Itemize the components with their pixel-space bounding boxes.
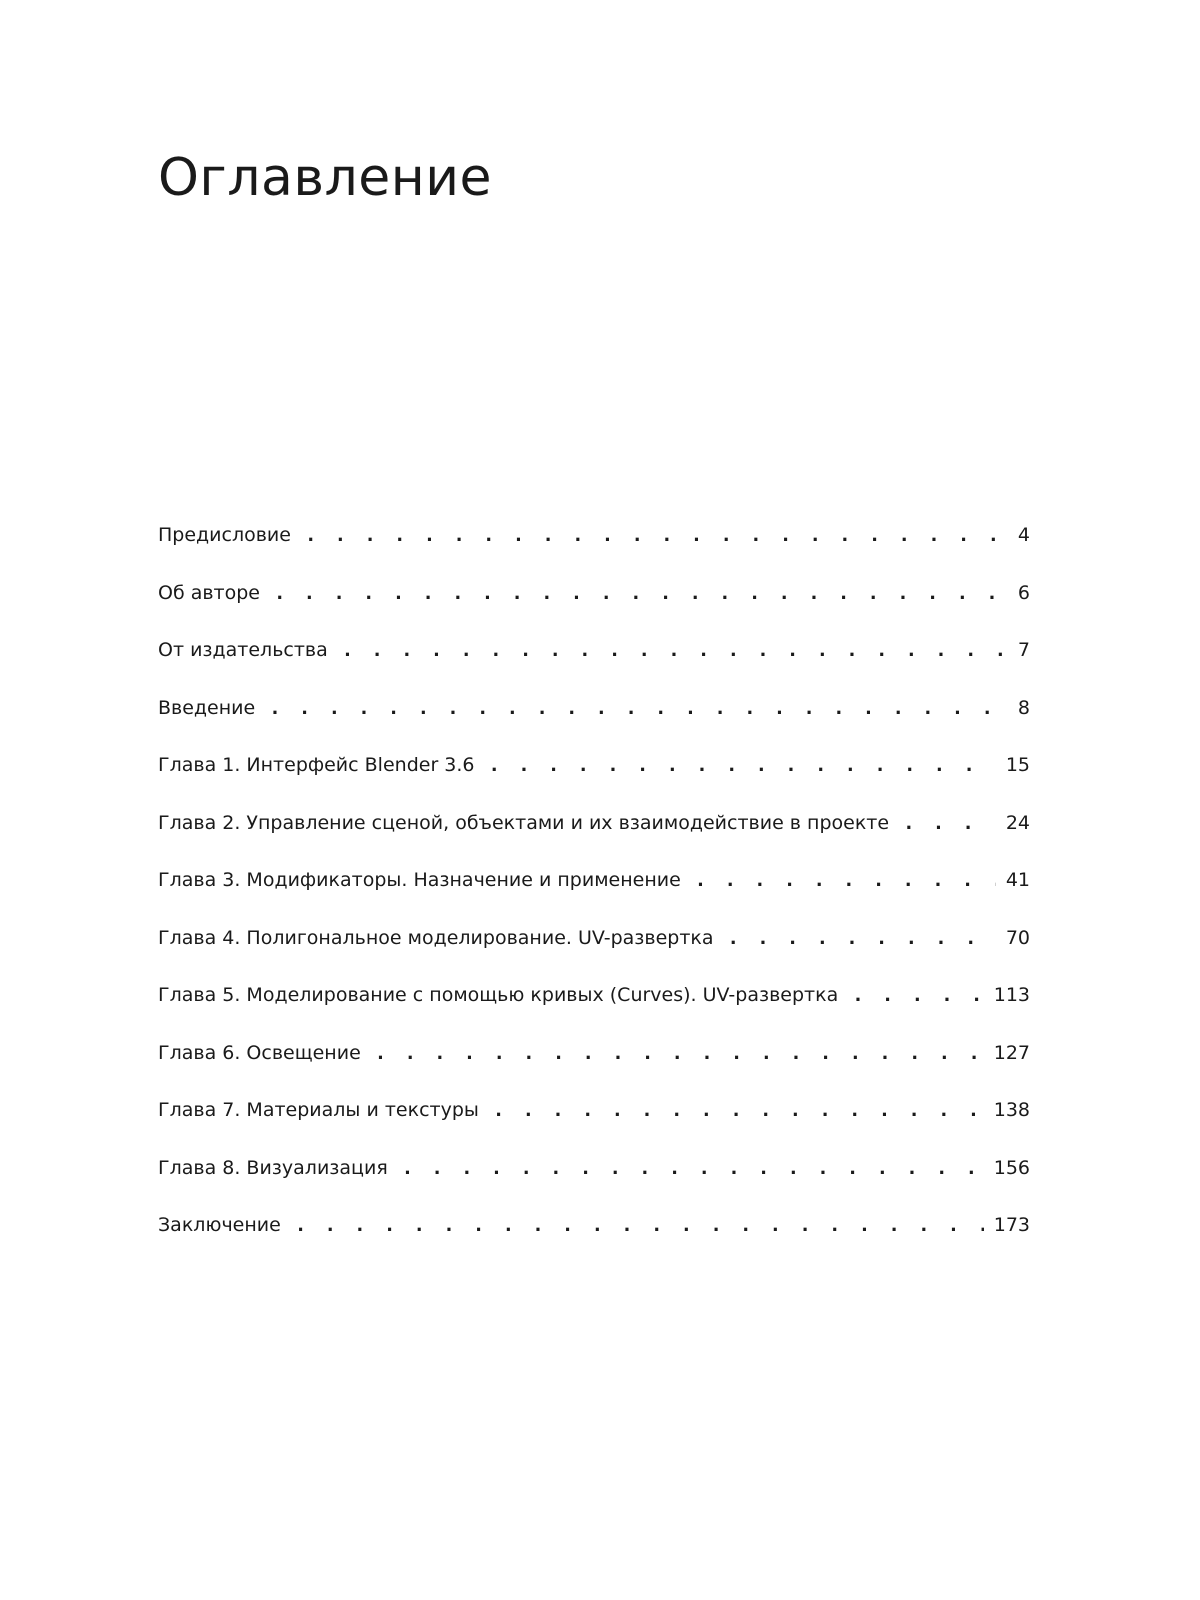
toc-entry-chapter-7[interactable] xyxy=(158,1098,1030,1156)
dot-leader xyxy=(852,983,984,1007)
toc-entry-page-number: 41 xyxy=(1005,869,1030,891)
toc-entry-chapter-2[interactable] xyxy=(158,811,1030,869)
toc-entry-label: Об авторе xyxy=(158,581,260,604)
toc-entry-label: Глава 2. Управление сценой, объектами и их взаимодействие в проекте xyxy=(158,811,890,834)
dot-leader xyxy=(489,753,996,777)
toc-entry-label: Глава 8. Визуализация xyxy=(158,1156,388,1179)
toc-entry-label: Введение xyxy=(158,696,256,719)
toc-entry-page-number: 113 xyxy=(993,984,1030,1006)
toc-entry-page-number: 138 xyxy=(993,1099,1030,1121)
dot-leader xyxy=(402,1156,984,1180)
toc-entry-chapter-1[interactable] xyxy=(158,753,1030,811)
toc-entry-page-number: 70 xyxy=(1005,926,1030,949)
toc-entry-page-number: 173 xyxy=(993,1214,1030,1236)
dot-leader xyxy=(493,1098,984,1122)
toc-entry-label: Глава 1. Интерфейс Blender 3.6 xyxy=(158,754,475,776)
toc-entry-page-number: 127 xyxy=(993,1041,1030,1064)
dot-leader xyxy=(903,811,996,835)
dot-leader xyxy=(695,868,996,892)
toc-entry-label: Предисловие xyxy=(158,524,291,546)
dot-leader xyxy=(305,523,1006,547)
toc-entry-chapter-4[interactable] xyxy=(158,926,1030,984)
dot-leader xyxy=(375,1041,984,1065)
toc-entry-preface[interactable] xyxy=(158,523,1030,581)
toc-entry-label: Глава 7. Материалы и текстуры xyxy=(158,1099,479,1121)
toc-entry-page-number: 24 xyxy=(1005,811,1030,834)
toc-entry-page-number: 6 xyxy=(1017,581,1030,604)
toc-entry-chapter-5[interactable] xyxy=(158,983,1030,1041)
toc-entry-page-number: 8 xyxy=(1017,696,1030,719)
toc-entry-chapter-8[interactable] xyxy=(158,1156,1030,1214)
table-of-contents xyxy=(158,523,1030,1271)
toc-entry-page-number: 7 xyxy=(1017,639,1030,661)
page-title: Оглавление xyxy=(158,148,493,208)
toc-entry-label: Глава 5. Моделирование с помощью кривых (Curves). UV-развертка xyxy=(158,984,839,1006)
toc-entry-chapter-3[interactable] xyxy=(158,868,1030,926)
dot-leader xyxy=(274,581,1006,605)
toc-entry-conclusion[interactable] xyxy=(158,1213,1030,1271)
toc-entry-label: Заключение xyxy=(158,1214,281,1236)
toc-entry-label: Глава 4. Полигональное моделирование. UV-развертка xyxy=(158,926,714,949)
dot-leader xyxy=(342,638,1006,662)
dot-leader xyxy=(269,696,1006,720)
toc-entry-from-publisher[interactable] xyxy=(158,638,1030,696)
toc-entry-introduction[interactable] xyxy=(158,696,1030,754)
toc-entry-about-author[interactable] xyxy=(158,581,1030,639)
toc-entry-page-number: 156 xyxy=(993,1156,1030,1179)
toc-entry-label: Глава 3. Модификаторы. Назначение и применение xyxy=(158,869,681,891)
toc-entry-label: От издательства xyxy=(158,639,328,661)
toc-entry-chapter-6[interactable] xyxy=(158,1041,1030,1099)
dot-leader xyxy=(728,926,996,950)
toc-entry-label: Глава 6. Освещение xyxy=(158,1041,361,1064)
toc-entry-page-number: 15 xyxy=(1005,754,1030,776)
dot-leader xyxy=(295,1213,984,1237)
toc-entry-page-number: 4 xyxy=(1017,524,1030,546)
